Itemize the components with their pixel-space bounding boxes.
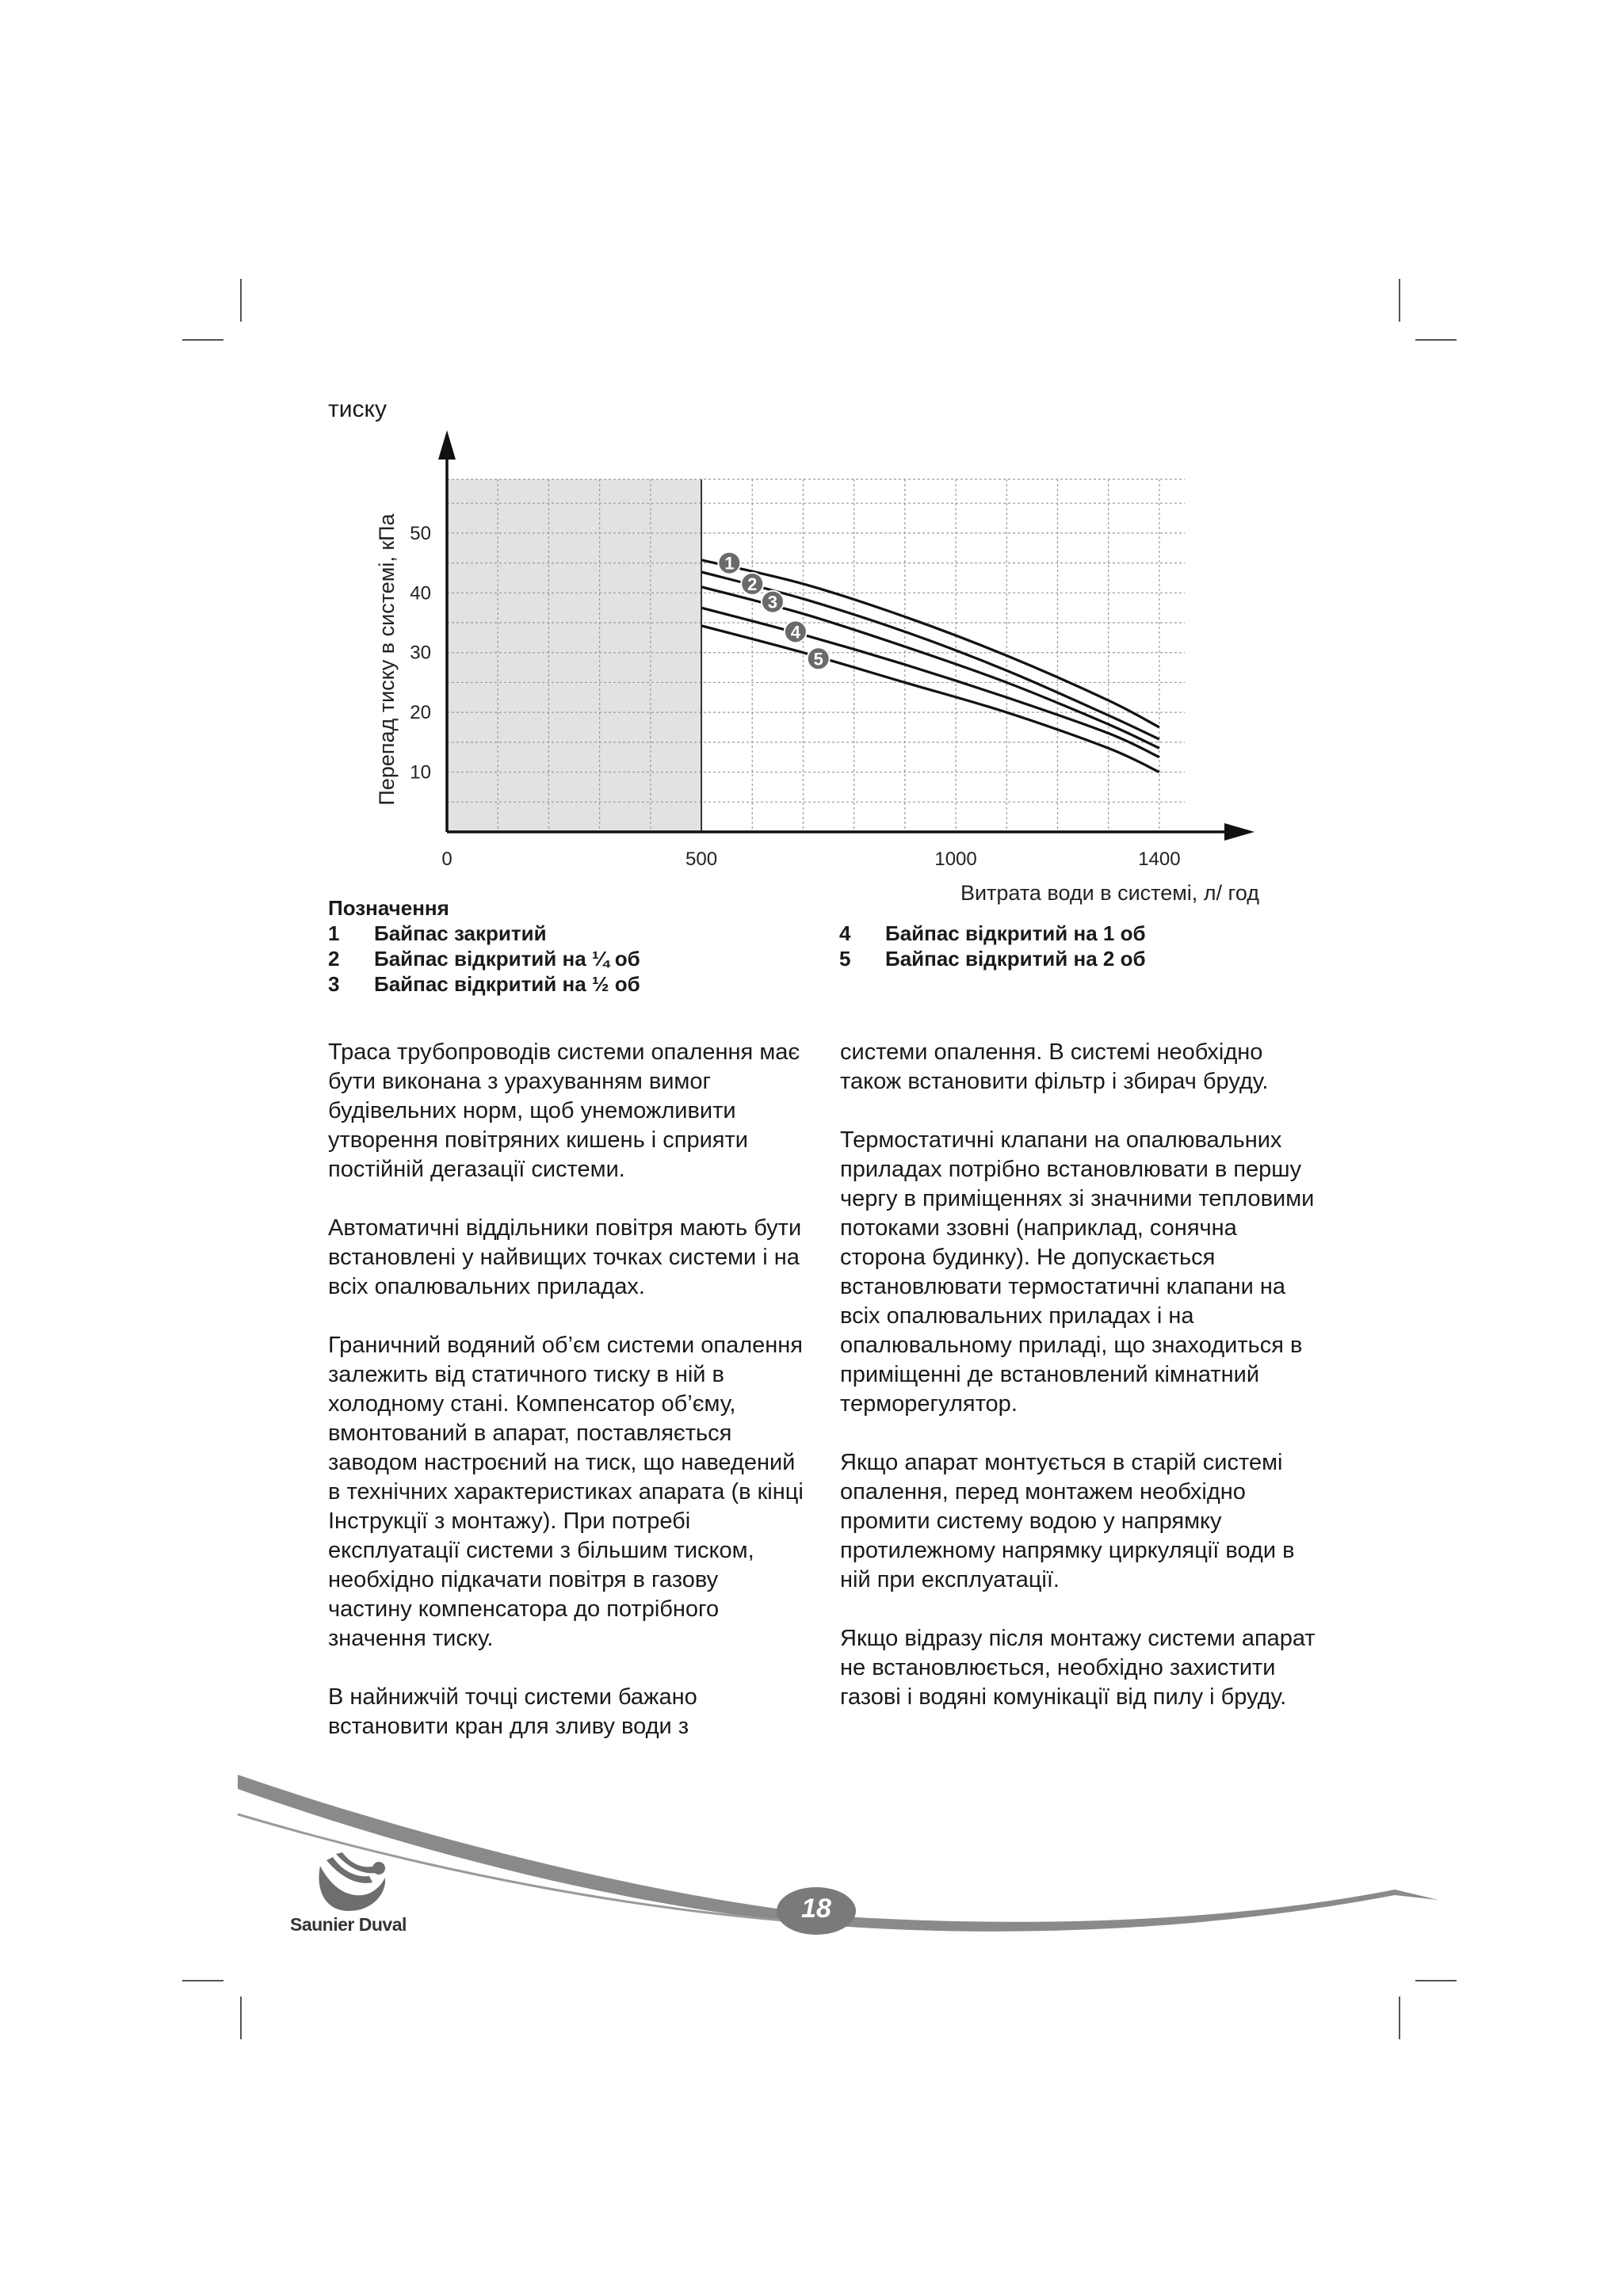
- x-tick-label: 500: [685, 849, 718, 870]
- legend-number: 1: [328, 921, 340, 945]
- crop-mark: [1399, 1997, 1400, 2039]
- y-tick-label: 20: [410, 702, 431, 724]
- legend-text: Байпас відкритий на 2 об: [885, 947, 1146, 971]
- series-marker-label: 3: [767, 592, 778, 612]
- brand-name: Saunier Duval: [290, 1914, 407, 1935]
- crop-mark: [240, 1997, 242, 2039]
- x-axis-title: Витрата води в системі, л/ год: [960, 881, 1259, 905]
- y-axis-arrow: [438, 430, 456, 460]
- x-axis-arrow: [1224, 823, 1254, 841]
- body-paragraph: системи опалення. В системі необхідно також встановити фільтр і збирач бруду.: [840, 1039, 1269, 1094]
- chart-svg: [349, 420, 1260, 911]
- y-axis-title: Перепад тиску в системі, кПа: [375, 513, 399, 806]
- y-tick-label: 30: [410, 642, 431, 664]
- legend-item: [328, 971, 839, 997]
- body-paragraph: Траса трубопроводів системи опалення має бути виконана з урахуванням вимог будівельних норм, щоб унеможливити утворення повітряних кишень і сприяти постійній дегазації системи.: [328, 1039, 800, 1182]
- crop-mark: [1399, 279, 1400, 322]
- legend-column-right: [839, 921, 1283, 997]
- legend-text: Байпас відкритий на ½ об: [374, 972, 640, 996]
- bird-logo-icon: [319, 1852, 386, 1911]
- legend-item: [328, 921, 839, 946]
- legend-title: Позначення: [328, 896, 449, 920]
- y-tick-label: 50: [410, 522, 431, 544]
- crop-mark: [240, 279, 242, 322]
- crop-mark: [182, 339, 223, 341]
- series-marker-label: 4: [790, 622, 800, 643]
- legend-item: [839, 921, 1283, 946]
- body-paragraph: Якщо апарат монтується в старій системі опалення, перед монтажем необхідно промити систему водою у напрямку протилежному напрямку циркуляції води в ній при експлуатації.: [840, 1450, 1295, 1592]
- legend-number: 4: [839, 921, 851, 945]
- y-tick-label: 10: [410, 761, 431, 784]
- x-tick-label: 1400: [1138, 849, 1181, 870]
- body-paragraph: Автоматичні віддільники повітря мають бути встановлені у найвищих точках системи і на всіх опалювальних приладах.: [328, 1215, 802, 1299]
- body-column-right: [840, 1038, 1316, 1741]
- series-marker-label: 5: [813, 649, 823, 669]
- legend-text: Байпас закритий: [374, 921, 547, 945]
- series-marker-label: 1: [724, 553, 735, 574]
- body-paragraph: Якщо відразу після монтажу системи апарат не встановлюється, необхідно захистити газові і водяні комунікації від пилу і бруду.: [840, 1626, 1316, 1710]
- page-number: 18: [801, 1894, 831, 1924]
- chart-legend: [328, 895, 1311, 997]
- section-heading-fragment: тиску: [328, 396, 387, 422]
- legend-number: 2: [328, 947, 340, 971]
- legend-column-left: [328, 921, 839, 997]
- legend-text: Байпас відкритий на 1 об: [885, 921, 1146, 945]
- body-paragraph: Граничний водяний об’єм системи опалення залежить від статичного тиску в ній в холодному стані. Компенсатор об’єму, вмонтований в апарат, поставляється заводом настроєний на тиск, що наведений в технічних характеристиках апарата (в кінці Інструкції з монтажу). При потребі експлуатації системи з більшим тиском, необхідно підкачати повітря в газову частину компенсатора до потрібного значення тиску.: [328, 1333, 804, 1651]
- series-marker-label: 2: [747, 574, 758, 594]
- body-column-left: [328, 1038, 804, 1771]
- legend-number: 5: [839, 947, 851, 971]
- y-tick-label: 40: [410, 582, 431, 605]
- x-tick-label: 1000: [934, 849, 977, 870]
- legend-text: Байпас відкритий на ¼ об: [374, 947, 640, 971]
- crop-mark: [1415, 339, 1457, 341]
- legend-item: [328, 946, 839, 971]
- body-paragraph: В найнижчій точці системи бажано встановити кран для зливу води з: [328, 1684, 697, 1739]
- shaded-region: [447, 479, 701, 832]
- legend-number: 3: [328, 972, 340, 996]
- pressure-flow-chart: [349, 420, 1260, 911]
- body-paragraph: Термостатичні клапани на опалювальних приладах потрібно встановлювати в першу чергу в приміщеннях зі значними тепловими потоками ззовні (наприклад, сонячна сторона будинку). Не допускається встановлювати термостатичні клапани на всіх опалювальних приладах і на опалювальному приладі, що знаходиться в приміщенні де встановлений кімнатний терморегулятор.: [840, 1127, 1315, 1417]
- footer-decoration: [0, 1727, 1623, 1981]
- series-line-5: [701, 626, 1159, 772]
- legend-item: [839, 946, 1283, 971]
- x-tick-label: 0: [441, 849, 453, 870]
